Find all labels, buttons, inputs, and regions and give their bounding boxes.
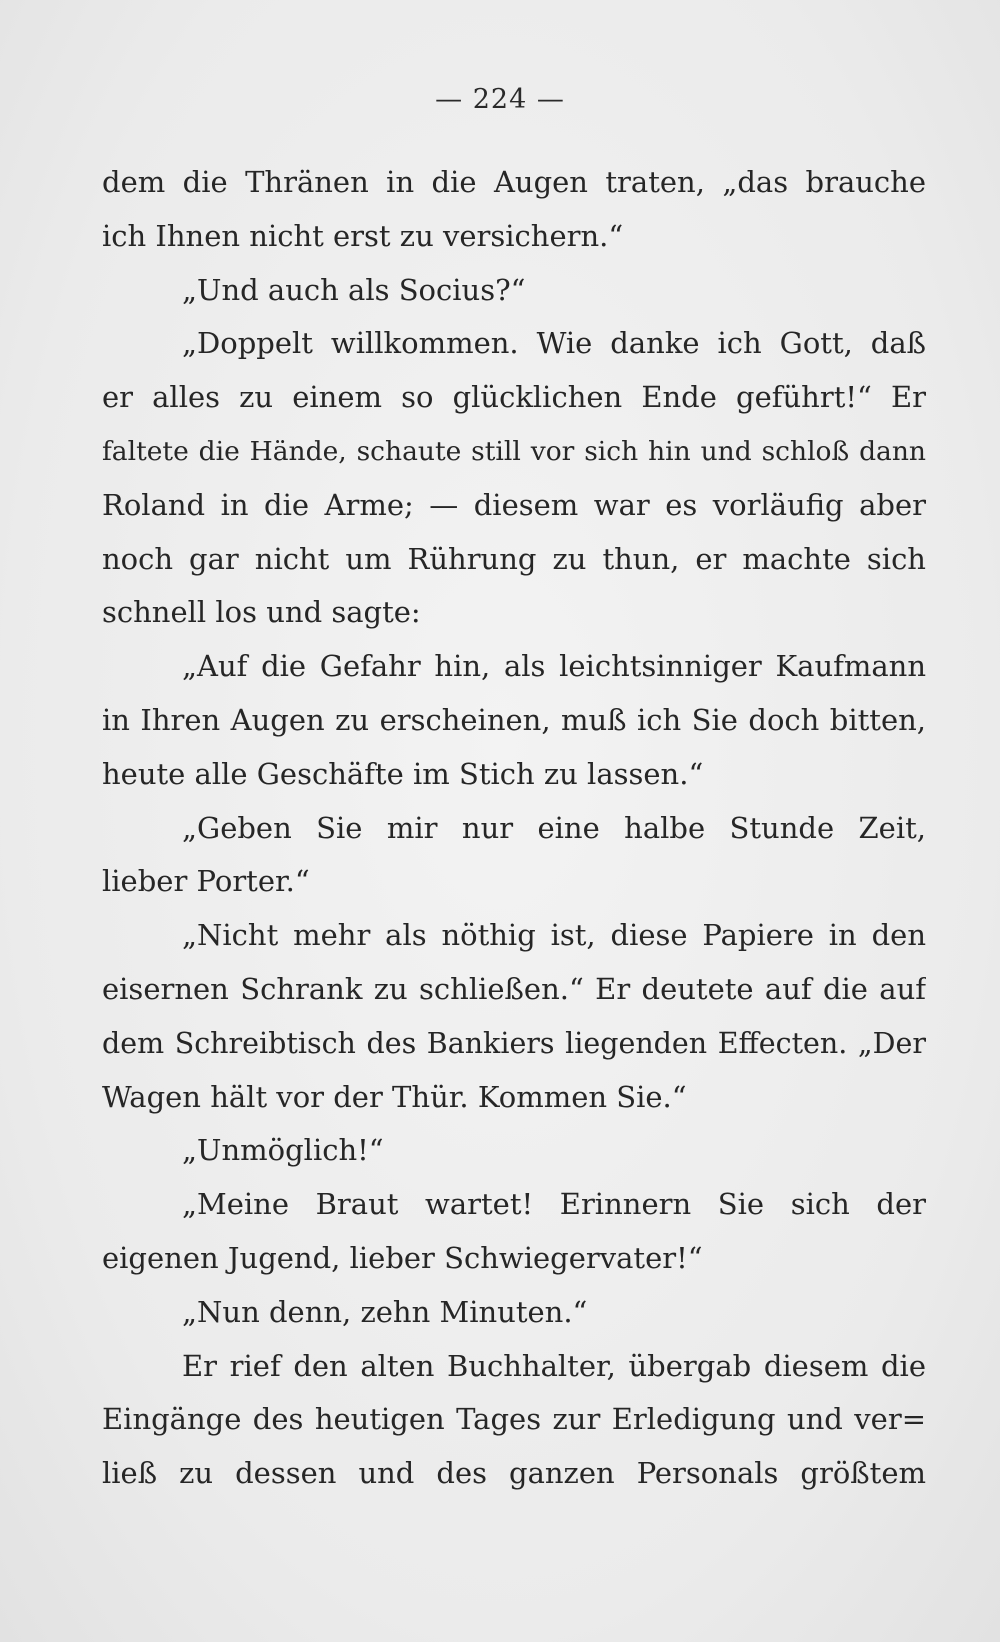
text-line: Wagen hält vor der Thür. Kommen Sie.“ [102, 1079, 687, 1114]
text-line: Er rief den alten Buchhalter, übergab diesem die [182, 1348, 926, 1383]
text-line: „Unmöglich!“ [182, 1133, 384, 1168]
text-line: „Meine Braut wartet! Erinnern Sie sich der [182, 1187, 926, 1222]
page-number: — 224 — [435, 84, 565, 115]
text-line: faltete die Hände, schaute still vor sich hin und schloß dann [102, 435, 926, 467]
text-line: „Und auch als Socius?“ [182, 272, 526, 307]
text-line: in Ihren Augen zu erscheinen, muß ich Sie doch bitten, [102, 702, 926, 737]
text-line: „Doppelt willkommen. Wie danke ich Gott, daß [182, 326, 926, 361]
text-line: lieber Porter.“ [102, 864, 310, 899]
text-line: heute alle Geschäfte im Stich zu lassen.“ [102, 756, 704, 791]
text-line: „Geben Sie mir nur eine halbe Stunde Zeit, [182, 810, 926, 845]
text-line: noch gar nicht um Rührung zu thun, er machte sich [102, 541, 926, 576]
text-line: eisernen Schrank zu schließen.“ Er deutete auf die auf [102, 971, 926, 1006]
text-line: ich Ihnen nicht erst zu versichern.“ [102, 218, 624, 253]
text-line: er alles zu einem so glücklichen Ende geführt!“ Er [102, 380, 926, 415]
text-line: Roland in die Arme; — diesem war es vorläufig aber [102, 487, 926, 522]
text-line: „Auf die Gefahr hin, als leichtsinniger Kaufmann [182, 649, 926, 684]
text-line: „Nun denn, zehn Minuten.“ [182, 1294, 588, 1329]
text-line: „Nicht mehr als nöthig ist, diese Papiere in den [182, 918, 926, 953]
text-line: dem Schreibtisch des Bankiers liegenden Effecten. „Der [102, 1026, 926, 1060]
text-line: schnell los und sagte: [102, 595, 421, 630]
text-line: dem die Thränen in die Augen traten, „das brauche [102, 165, 926, 199]
text-line: ließ zu dessen und des ganzen Personals größtem [102, 1456, 926, 1491]
text-line: Eingänge des heutigen Tages zur Erledigung und ver= [102, 1402, 926, 1437]
body-text [102, 156, 926, 1501]
text-line: eigenen Jugend, lieber Schwiegervater!“ [102, 1240, 703, 1275]
